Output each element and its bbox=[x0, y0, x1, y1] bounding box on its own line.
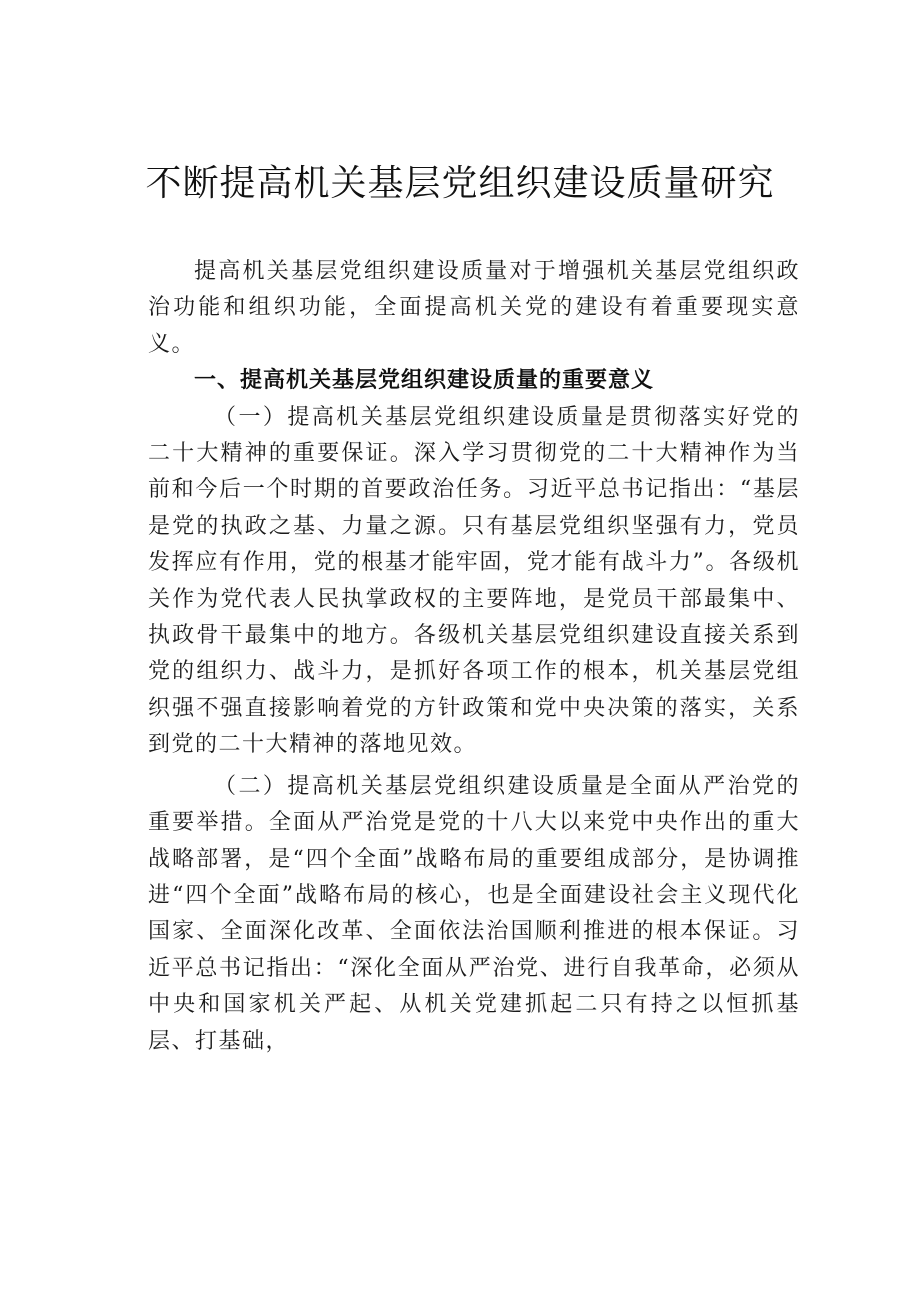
section-paragraph-1: （一）提高机关基层党组织建设质量是贯彻落实好党的二十大精神的重要保证。深入学习贯彻党的二十大精神作为当前和今后一个时期的首要政治任务。习近平总书记指出：“基层是党的执政之基、力量之源。只有基层党组织坚强有力，党员发挥应有作用，党的根基才能牢固，党才能有战斗力”。各级机关作为党代表人民执掌政权的主要阵地，是党员干部最集中、执政骨干最集中的地方。各级机关基层党组织建设直接关系到党的组织力、战斗力，是抓好各项工作的根本，机关基层党组织强不强直接影响着党的方针政策和党中央决策的落实，关系到党的二十大精神的落地见效。 bbox=[148, 404, 800, 758]
section-heading: 一、提高机关基层党组织建设质量的重要意义 bbox=[194, 368, 655, 394]
section-paragraph-2: （二）提高机关基层党组织建设质量是全面从严治党的重要举措。全面从严治党是党的十八大以来党中央作出的重大战略部署，是“四个全面”战略布局的重要组成部分，是协调推进“四个全面”战略布局的核心，也是全面建设社会主义现代化国家、全面深化改革、全面依法治国顺利推进的根本保证。习近平总书记指出：“深化全面从严治党、进行自我革命，必须从中央和国家机关严起、从机关党建抓起二只有持之以恒抓基层、打基础， bbox=[148, 773, 800, 1054]
intro-paragraph: 提高机关基层党组织建设质量对于增强机关基层党组织政治功能和组织功能，全面提高机关党的建设有着重要现实意义。 bbox=[148, 259, 800, 357]
document-body bbox=[148, 254, 800, 1060]
document-title: 不断提高机关基层党组织建设质量研究 bbox=[145, 163, 775, 204]
